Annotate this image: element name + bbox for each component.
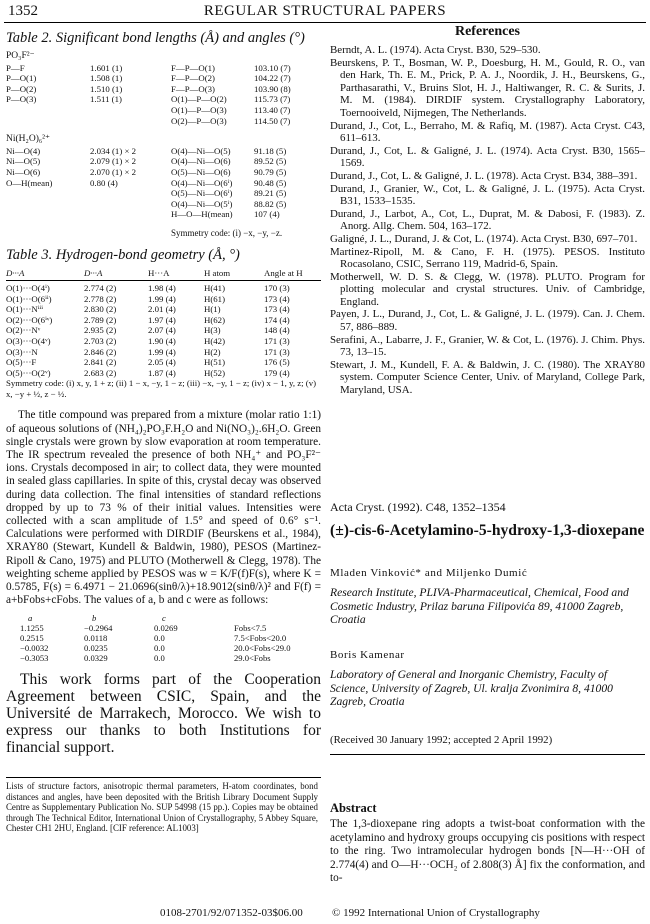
reference-item: Durand, J., Granier, W., Cot, L. & Galigné, J. L. (1975). Acta Cryst. B31, 1533–1535. (330, 182, 645, 208)
issn-code: 0108-2701/92/071352-03$06.00 (160, 907, 303, 919)
experimental-text: The title compound was prepared from a mixture (molar ratio 1:1) of aqueous solutions of (NH₄)₂PO₃F.H₂O and Ni(NO₃)₂.6H₂O. Green single crystals were grown by slow evaporation at room temperature. The IR spectrum revealed the presence of both NH₄⁺ and PO₃F²⁻ ions. Crystals decomposed in air; to collect data, they were mounted in sealed glass capillaries. In spite of this, crystal decay was observed during data collection. The final intensities of standard reflections dropped by up to 73 % of their initial values. Intensities were collected with a scan amplitude of 1.5° and speed of 0.6° s⁻¹. Calculations were performed with DIRDIF (Beurskens et al., 1984), XRAY80 (Stewart, Kundell & Baldwin, 1980), PESOS (Martinez-Ripoll & Cano, 1975) and PLUTO (Motherwell & Clegg, 1978). The weighting scheme applied by PESOS was w = K/F(f)F(s), where K = 0.5785, F(s) = 6.4971 − 21.0696(sinθ/λ)+18.9012(sinθ/λ)² and F(f) = a+bFobs+cFobs. The values of a, b and c were as follows: (6, 409, 321, 607)
hbond-cell: O(3)···N (6, 346, 38, 357)
hbond-cell: H(2) (204, 346, 221, 357)
footnote-rule (6, 777, 321, 778)
bond-cell: O(4)—Ni—O(6ⁱ) (171, 177, 233, 188)
acknowledgement: This work forms part of the Cooperation Agreement between CSIC, Spain, and the Université de Marrakech, Morocco. We wish to express our thanks to both Institutions for financial support. (6, 671, 321, 757)
coefficient-header (6, 613, 321, 623)
hbond-cell: 171 (3) (264, 336, 290, 347)
bond-cell: O(4)—Ni—O(5) (171, 145, 231, 156)
table2 (6, 51, 321, 239)
hbond-cell: H(41) (204, 283, 226, 294)
hbond-row (6, 336, 321, 347)
hbond-cell: 1.99 (4) (148, 346, 176, 357)
coef-cell: −0.3053 (20, 653, 49, 664)
table3-header-cell: D···A (84, 267, 103, 278)
hbond-cell: 2.935 (2) (84, 325, 117, 336)
table2-group2-title: Ni(H₂O)₆²⁺ (6, 134, 51, 145)
coef-cell: 0.0329 (84, 653, 108, 664)
reference-item: Durand, J., Larbot, A., Cot, L., Duprat, M. & Dabosi, F. (1983). Z. Anorg. Allg. Chem. 504, 163–172. (330, 207, 645, 233)
article-citation: Acta Cryst. (1992). C48, 1352–1354 (330, 500, 506, 514)
bond-row (6, 105, 321, 116)
bond-cell: 90.79 (5) (254, 166, 287, 177)
coef-cell: 1.1255 (20, 623, 44, 634)
header-rule (4, 22, 646, 23)
bond-cell: P—O(1) (6, 73, 37, 84)
hbond-cell: H(51) (204, 357, 226, 368)
hbond-cell: 174 (4) (264, 314, 290, 325)
bond-row (6, 167, 321, 178)
bond-row (6, 178, 321, 189)
bond-cell: 1.511 (1) (90, 94, 122, 105)
references-list (330, 44, 645, 397)
hbond-cell: 1.87 (4) (148, 367, 176, 378)
hbond-cell: 1.90 (4) (148, 336, 176, 347)
right-column (330, 26, 645, 397)
bond-cell: F—P—O(1) (171, 62, 215, 73)
reference-item: Motherwell, W. D. S. & Clegg, W. (1978). PLUTO. Program for plotting molecular and crystal structures. Univ. of Cambridge, England. (330, 270, 645, 308)
bond-cell: 91.18 (5) (254, 145, 287, 156)
bond-row (6, 116, 321, 127)
bond-cell: O(1)—P—O(2) (171, 94, 227, 105)
bond-cell: 89.21 (5) (254, 188, 287, 199)
hbond-cell: O(1)···O(4ⁱ) (6, 283, 50, 294)
hbond-cell: 173 (4) (264, 304, 290, 315)
bond-cell: O(4)—Ni—O(5ⁱ) (171, 198, 233, 209)
hbond-cell: 2.846 (2) (84, 346, 117, 357)
hbond-row (6, 283, 321, 294)
table3-header-row (6, 268, 321, 279)
hbond-cell: 179 (4) (264, 367, 290, 378)
bond-cell: 103.10 (7) (254, 62, 291, 73)
coef-row (6, 623, 321, 633)
coef-cell: −0.0032 (20, 643, 49, 654)
table3-symmetry: Symmetry code: (i) x, y, 1 + z; (ii) 1 − x, −y, 1 − z; (iii) −x, −y, 1 − z; (iv) x − 1, y, z; (v) x, −y + ½, z − ½. (6, 378, 317, 399)
hbond-cell: H(3) (204, 325, 221, 336)
bond-cell: 115.73 (7) (254, 94, 291, 105)
table2-caption: Table 2. Significant bond lengths (Å) and angles (°) (6, 30, 305, 46)
bond-cell: 114.50 (7) (254, 115, 291, 126)
hbond-cell: 2.778 (2) (84, 293, 117, 304)
hbond-cell: 1.99 (4) (148, 293, 176, 304)
bond-row (6, 188, 321, 199)
hbond-cell: O(5)···F (6, 357, 37, 368)
bond-cell: 2.034 (1) × 2 (90, 145, 137, 156)
affiliation-primary: Research Institute, PLIVA-Pharmaceutical, Chemical, Food and Cosmetic Industry, Prilaz baruna Filipovića 89, 41000 Zagreb, Croatia (330, 586, 629, 627)
bond-cell: 2.079 (1) × 2 (90, 156, 137, 167)
coef-cell: 0.0 (154, 633, 165, 644)
coef-cell: 0.0269 (154, 623, 178, 634)
hbond-cell: O(3)···O(4ᵛ) (6, 336, 51, 347)
authors-primary: Mladen Vinković* and Miljenko Dumić (330, 567, 528, 579)
coef-cell: 0.0235 (84, 643, 108, 654)
deposition-footnote: Lists of structure factors, anisotropic thermal parameters, H-atom coordinates, bond distances and angles, have been deposited with the British Library Document Supply Centre as Supplementary Publication No. SUP 54998 (15 pp.). Copies may be obtained through The Technical Editor, International Union of Crystallography, 5 Abbey Square, Chester CH1 2HU, England. [CIF reference: AL1003] (6, 781, 318, 834)
reference-item: Beurskens, P. T., Bosman, W. P., Doesburg, H. M., Gould, R. O., van den Hark, Th. E. M., Prick, P. A. J., Noordik, J. H., Beurskens, G., Parthasarathi, V., Bruins Slot, H. J., Haltiwanger, R. C. & Surits, J. M. M. (1984). DIRDIF system. Crystallography Laboratory, Toernooiveld, Nijmegen, The Netherlands. (330, 56, 645, 119)
hbond-cell: 2.05 (4) (148, 357, 176, 368)
hbond-cell: O(2)···O(6ⁱᵛ) (6, 314, 53, 325)
hbond-row (6, 357, 321, 368)
page-footer (0, 907, 650, 921)
hbond-row (6, 294, 321, 305)
bond-row (6, 146, 321, 157)
left-column (6, 26, 321, 756)
table3-rule (6, 280, 321, 281)
hbond-cell: 1.97 (4) (148, 314, 176, 325)
hbond-cell: 173 (4) (264, 293, 290, 304)
abstract-rule (330, 754, 645, 755)
coef-header-cell: b (92, 613, 97, 624)
bond-row (6, 94, 321, 105)
hbond-cell: 2.830 (2) (84, 304, 117, 315)
bond-cell: F—P—O(2) (171, 73, 215, 84)
hbond-cell: 2.703 (2) (84, 336, 117, 347)
hbond-cell: O(1)···O(6ⁱⁱ) (6, 293, 52, 304)
coef-header-cell: c (162, 613, 166, 624)
reference-item: Martinez-Ripoll, M. & Cano, F. H. (1975). PESOS. Instituto Rocasolano, CSIC, Serrano 119, Madrid-6, Spain. (330, 245, 645, 271)
bond-cell: 1.601 (1) (90, 62, 123, 73)
reference-item: Serafini, A., Labarre, J. F., Granier, W. & Cot, L. (1976). J. Chim. Phys. 73, 13–15. (330, 333, 645, 359)
hbond-row (6, 347, 321, 358)
hbond-row (6, 325, 321, 336)
hbond-cell: 2.774 (2) (84, 283, 117, 294)
table2-group2 (6, 146, 321, 220)
hbond-cell: 148 (4) (264, 325, 290, 336)
running-header (8, 3, 642, 23)
bond-cell: 1.510 (1) (90, 83, 123, 94)
coef-cell: 29.0<Fobs (234, 653, 271, 664)
table3-header-cell: H···A (148, 267, 170, 278)
table3-caption: Table 3. Hydrogen-bond geometry (Å, °) (6, 246, 240, 263)
bond-cell: Ni—O(5) (6, 156, 41, 167)
reference-item: Galigné, J. L., Durand, J. & Cot, L. (1974). Acta Cryst. B30, 697–701. (330, 232, 638, 245)
article-title: (±)-cis-6-Acetylamino-5-hydroxy-1,3-dioxepane (330, 522, 645, 539)
bond-row (6, 73, 321, 84)
table3-header-cell: D···A (6, 267, 25, 278)
hbond-cell: H(61) (204, 293, 226, 304)
bond-cell: O(4)—Ni—O(6) (171, 156, 231, 167)
table2-group1 (6, 63, 321, 127)
hbond-row (6, 315, 321, 326)
bond-row (6, 84, 321, 95)
coef-cell: −0.2964 (84, 623, 113, 634)
coef-cell: 0.2515 (20, 633, 44, 644)
bond-cell: 104.22 (7) (254, 73, 291, 84)
page-number: 1352 (8, 3, 38, 19)
coef-cell: 20.0<Fobs<29.0 (234, 643, 291, 654)
table3-body (6, 283, 321, 378)
bond-row (6, 63, 321, 74)
bond-cell: H—O—H(mean) (171, 209, 233, 220)
copyright: © 1992 International Union of Crystallography (332, 907, 540, 919)
bond-cell: 103.90 (8) (254, 83, 291, 94)
hbond-cell: 1.98 (4) (148, 283, 176, 294)
table2-group1-title: PO₃F²⁻ (6, 51, 35, 61)
abstract-text: The 1,3-dioxepane ring adopts a twist-boat conformation with the acetylamino and hydroxy groups occupying cis positions with respect to the ring. Two intramolecular hydrogen bonds [N—H···OH of 2.774(4) and O—H···OCH₂ of 2.808(3) Å] fix the conformation, and to- (330, 818, 645, 885)
bond-cell: 2.070 (1) × 2 (90, 166, 137, 177)
section-title: REGULAR STRUCTURAL PAPERS (203, 3, 447, 19)
hbond-cell: H(42) (204, 336, 226, 347)
coef-row (6, 653, 321, 663)
authors-secondary: Boris Kamenar (330, 649, 405, 661)
references-heading: References (454, 24, 521, 39)
hbond-cell: 2.07 (4) (148, 325, 176, 336)
coef-header-cell: a (28, 613, 33, 624)
bond-cell: 113.40 (7) (254, 104, 291, 115)
bond-cell: Ni—O(6) (6, 166, 41, 177)
affiliation-secondary: Laboratory of General and Inorganic Chemistry, Faculty of Science, University of Zagreb, Ul. kralja Zvonimira 8, 41000 Zagreb, Croatia (330, 668, 613, 709)
table2-symmetry: Symmetry code: (i) −x, −y, −z. (171, 227, 283, 238)
reference-item: Payen, J. L., Durand, J., Cot, L. & Galigné, J. L. (1979). Can. J. Chem. 57, 886–889. (330, 308, 645, 334)
bond-row (6, 209, 321, 220)
coef-row (6, 643, 321, 653)
hbond-cell: 176 (5) (264, 357, 290, 368)
bond-cell: O(5)—Ni—O(6) (171, 166, 231, 177)
hbond-row (6, 368, 321, 379)
bond-cell: 90.48 (5) (254, 177, 287, 188)
bond-cell: 0.80 (4) (90, 177, 118, 188)
coefficient-body (6, 623, 321, 663)
coef-cell: 7.5<Fobs<20.0 (234, 633, 287, 644)
bond-cell: P—O(3) (6, 94, 37, 105)
abstract-heading: Abstract (330, 801, 377, 815)
hbond-cell: H(1) (204, 304, 221, 315)
hbond-cell: O(1)···Nⁱⁱⁱ (6, 304, 44, 315)
hbond-row (6, 304, 321, 315)
bond-cell: O(5)—Ni—O(6ⁱ) (171, 188, 233, 199)
bond-cell: O—H(mean) (6, 177, 53, 188)
coef-cell: 0.0 (154, 643, 165, 654)
bond-cell: 89.52 (5) (254, 156, 287, 167)
bond-cell: O(2)—P—O(3) (171, 115, 227, 126)
table3 (6, 268, 321, 400)
bond-cell: Ni—O(4) (6, 145, 41, 156)
hbond-cell: H(62) (204, 314, 226, 325)
coef-cell: Fobs<7.5 (234, 623, 267, 634)
coef-cell: 0.0118 (84, 633, 108, 644)
bond-cell: F—P—O(3) (171, 83, 215, 94)
reference-item: Durand, J., Cot, L., Berraho, M. & Rafiq, M. (1987). Acta Cryst. C43, 611–613. (330, 119, 645, 145)
coefficient-table (6, 613, 321, 663)
bond-cell: 107 (4) (254, 209, 280, 220)
hbond-cell: 2.841 (2) (84, 357, 117, 368)
bond-row (6, 199, 321, 210)
bond-cell: P—O(2) (6, 83, 37, 94)
bond-cell: 1.508 (1) (90, 73, 123, 84)
received-dates: (Received 30 January 1992; accepted 2 April 1992) (330, 734, 553, 746)
reference-item: Berndt, A. L. (1974). Acta Cryst. B30, 529–530. (330, 44, 541, 56)
hbond-cell: 171 (3) (264, 346, 290, 357)
hbond-cell: O(5)···O(2ᵛ) (6, 367, 51, 378)
coef-row (6, 633, 321, 643)
bond-cell: O(1)—P—O(3) (171, 104, 227, 115)
reference-item: Durand, J., Cot, L. & Galigné, J. L. (1974). Acta Cryst. B30, 1565–1569. (330, 144, 645, 170)
hbond-cell: O(2)···Nᵛ (6, 325, 41, 336)
bond-row (6, 156, 321, 167)
bond-cell: 88.82 (5) (254, 198, 287, 209)
hbond-cell: 170 (3) (264, 283, 290, 294)
hbond-cell: H(52) (204, 367, 226, 378)
reference-item: Stewart, J. M., Kundell, F. A. & Baldwin, J. C. (1980). The XRAY80 system. Computer Science Center, Univ. of Maryland, College Park, Maryland, USA. (330, 358, 645, 397)
bond-cell: P—F (6, 62, 25, 73)
hbond-cell: 2.789 (2) (84, 314, 117, 325)
coef-cell: 0.0 (154, 653, 165, 664)
hbond-cell: 2.683 (2) (84, 367, 117, 378)
table3-header-cell: H atom (204, 267, 231, 278)
hbond-cell: 2.01 (4) (148, 304, 176, 315)
table3-header-cell: Angle at H (264, 267, 303, 278)
reference-item: Durand, J., Cot, L. & Galigné, J. L. (1978). Acta Cryst. B34, 388–391. (330, 169, 638, 182)
